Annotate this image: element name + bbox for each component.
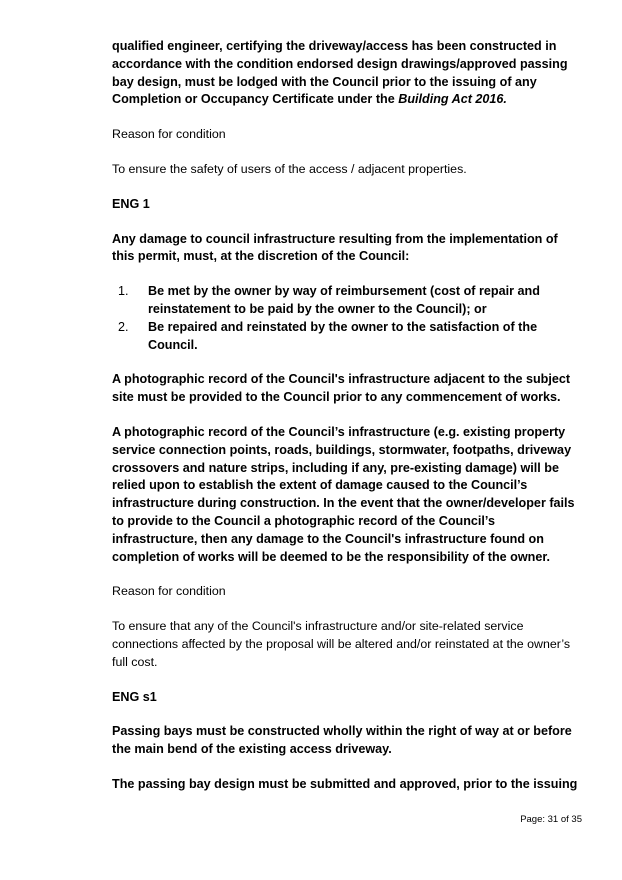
reason-text-2: To ensure that any of the Council's infrastructure and/or site-related service connections affected by the proposal will be altered and/or reinstated at the owner’s full cost. [112, 619, 571, 669]
list-item [112, 283, 582, 319]
list-item-number: 2. [118, 319, 129, 334]
document-page [112, 38, 582, 794]
photo-record-details: A photographic record of the Council’s infrastructure (e.g. existing property service connection points, roads, buildings, stormwater, footpaths, driveway crossovers and nature strips, including if any, pre-existing damage) will be relied upon to establish the extent of damage caused to the Council’s infrastructure during construction. In the event that the owner/developer fails to provide to the Council a photographic record of the Council’s infrastructure, then any damage to the Council's infrastructure found on completion of works will be deemed to be the responsibility of the owner. [112, 424, 575, 564]
eng1-intro: Any damage to council infrastructure resulting from the implementation of this permit, must, at the discretion of the Council: [112, 231, 558, 264]
section-heading-engs1: ENG s1 [112, 689, 157, 704]
list-item-number: 1. [118, 284, 129, 299]
paragraph-certification [112, 38, 582, 109]
page-number: Page: 31 of 35 [520, 814, 582, 825]
eng1-list [112, 283, 582, 354]
certification-text: qualified engineer, certifying the driveway/access has been constructed in accordance with the condition endorsed design drawings/approved passing bay design, must be lodged with the Council prior to the issuing of any Completion or Occupancy Certificate under the [112, 39, 568, 107]
section-heading-eng1: ENG 1 [112, 196, 150, 211]
list-item-text: Be met by the owner by way of reimbursement (cost of repair and reinstatement to be paid by the owner to the Council); or [148, 284, 540, 316]
list-item-text: Be repaired and reinstated by the owner to the satisfaction of the Council. [148, 319, 538, 352]
photo-record-requirement: A photographic record of the Council's infrastructure adjacent to the subject site must be provided to the Council prior to any commencement of works. [112, 372, 571, 405]
engs1-passing-bays: Passing bays must be constructed wholly within the right of way at or before the main bend of the existing access driveway. [112, 724, 572, 757]
engs1-design-approval: The passing bay design must be submitted and approved, prior to the issuing [112, 776, 578, 791]
reason-text-1: To ensure the safety of users of the access / adjacent properties. [112, 161, 467, 176]
reason-label-1: Reason for condition [112, 127, 226, 142]
building-act-reference: Building Act 2016. [398, 92, 507, 107]
list-item [112, 319, 582, 355]
reason-label-2: Reason for condition [112, 584, 226, 599]
